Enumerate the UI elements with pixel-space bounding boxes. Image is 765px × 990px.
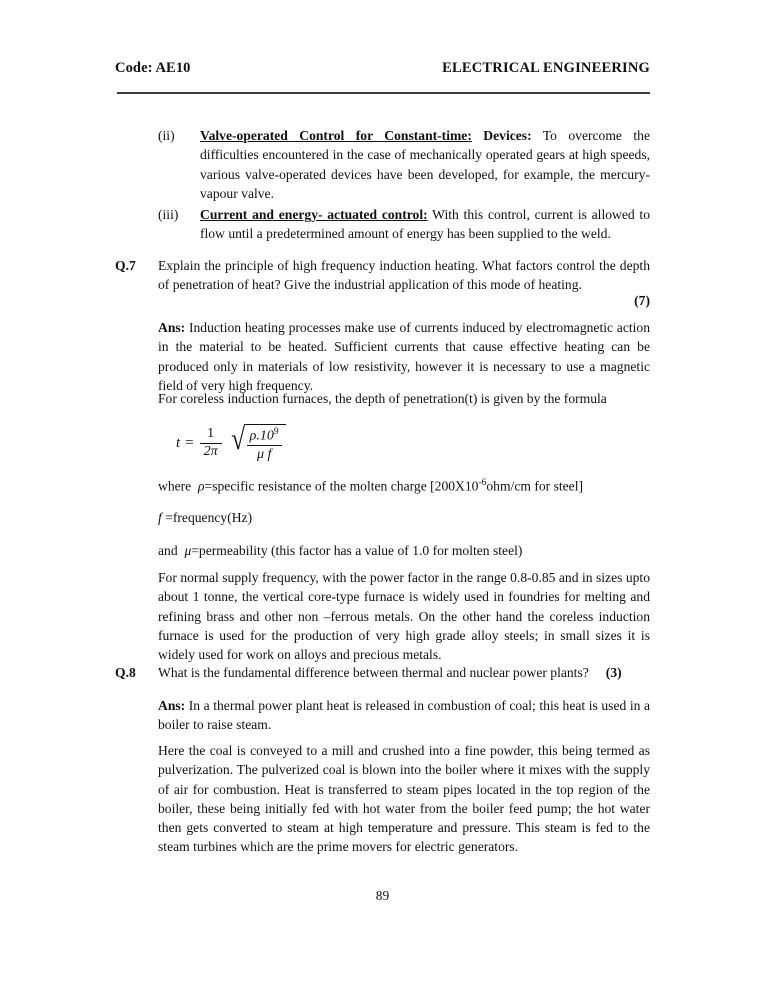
- list-item-heading-suffix: Devices:: [483, 128, 532, 143]
- answer-paragraph: [158, 318, 650, 395]
- spacer: [589, 665, 606, 680]
- list-item-marker: (ii): [158, 128, 175, 143]
- definition-text: =permeability (this factor has a value of 1.0 for molten steel): [191, 543, 523, 558]
- header-subject: ELECTRICAL ENGINEERING: [442, 60, 650, 76]
- formula-equals: =: [185, 434, 194, 451]
- radicand-denominator: μ f: [256, 446, 272, 462]
- formula-coefficient-numerator: 1: [207, 426, 215, 442]
- answer-label: Ans:: [158, 698, 186, 713]
- page-number: 89: [375, 888, 390, 903]
- list-item: [158, 126, 650, 203]
- definition-text-after: ohm/cm for steel]: [486, 478, 584, 494]
- list-item-heading: Valve-operated Control for Constant-time:: [200, 128, 472, 143]
- radical-sign-icon: √: [230, 421, 245, 456]
- formula-definition: [158, 474, 650, 496]
- question-label: Q.8: [115, 665, 136, 680]
- question-text: Explain the principle of high frequency induction heating. What factors control the depth of penetration of heat? Give the industrial application of this mode of heating.: [158, 258, 650, 293]
- list-item: [158, 205, 650, 244]
- spacer: [191, 479, 198, 494]
- page-header: [115, 60, 650, 77]
- question-label: Q.7: [115, 258, 136, 273]
- formula-definition: [158, 541, 650, 560]
- formula-definition: [158, 508, 650, 527]
- list-item-body: [200, 126, 650, 203]
- list-item-marker: (iii): [158, 207, 179, 222]
- question-marks: (3): [605, 665, 622, 680]
- question-row-q7: [115, 256, 650, 295]
- radicand-numerator-base: ρ.10: [249, 428, 274, 444]
- header-divider: [117, 92, 650, 94]
- answer-label: Ans:: [158, 320, 186, 335]
- radicand-numerator: [247, 426, 282, 445]
- definition-symbol: ρ: [198, 478, 205, 494]
- definition-prefix: where: [158, 478, 192, 494]
- header-code: Code: AE10: [115, 60, 191, 76]
- definition-text: =frequency(Hz): [165, 510, 253, 525]
- closing-paragraph: Here the coal is conveyed to a mill and crushed into a fine powder, this being termed as pulverization. The pulverized coal is blown into the boiler where it mixes with the supply of air for combustion. Heat is transferred to steam pipes located in the top region of the boiler, these being initially fed with hot water from the boiler feed pump; the hot water then gets converted to steam at high temperature and pressure. This steam is fed to the steam turbines which are the prime movers for electric generators.: [158, 743, 650, 855]
- spacer: [472, 128, 483, 143]
- definition-symbol: f: [158, 510, 162, 525]
- list-item-text: To overcome the difficulties encountered in the case of mechanically operated gears at high speeds, various valve-operated devices have been developed, for example, the mercury-vapour valve.: [200, 128, 650, 201]
- question-row-q8: [115, 663, 650, 682]
- definition-text: =specific resistance of the molten charge [200X10: [204, 478, 479, 494]
- formula-coefficient-denominator: 2π: [203, 443, 218, 459]
- penetration-depth-formula: [176, 421, 286, 463]
- radicand: [244, 424, 286, 463]
- list-item-heading: Current and energy- actuated control:: [200, 207, 428, 222]
- list-item-body: [200, 205, 650, 244]
- formula-lead-in: For coreless induction furnaces, the depth of penetration(t) is given by the formula: [158, 391, 607, 406]
- definition-exponent: -6: [478, 478, 487, 488]
- closing-paragraph: For normal supply frequency, with the power factor in the range 0.8-0.85 and in sizes upto about 1 tonne, the vertical core-type furnace is widely used in foundries for melting and refining brass and other non –ferrous metals. On the other hand the coreless induction furnace is used for the production of very high grade alloy steels; in small sizes it is widely used for work on alloys and precious metals.: [158, 570, 650, 663]
- question-marks: (7): [634, 293, 650, 308]
- formula-coefficient-fraction: [200, 427, 222, 459]
- radicand-numerator-exponent: 9: [273, 427, 279, 437]
- formula-lhs: t: [176, 434, 181, 451]
- answer-text: In a thermal power plant heat is released in combustion of coal; this heat is used in a boiler to raise steam.: [158, 698, 650, 733]
- list-item-text: With this control, current is allowed to flow until a predetermined amount of energy has been supplied to the weld.: [200, 207, 651, 242]
- answer-paragraph: [158, 696, 650, 735]
- definition-prefix: and: [158, 543, 178, 558]
- answer-text: Induction heating processes make use of currents induced by electromagnetic action in the material to be heated. Sufficient currents that cause effective heating can be produced only in materials of low resistivity, however it is necessary to use a magnetic field of very high frequency.: [158, 320, 650, 393]
- question-text-wrap: [158, 663, 650, 682]
- spacer: [532, 128, 543, 143]
- square-root: [228, 421, 286, 463]
- question-text: What is the fundamental difference between thermal and nuclear power plants?: [158, 665, 589, 680]
- definition-symbol: μ: [184, 543, 192, 558]
